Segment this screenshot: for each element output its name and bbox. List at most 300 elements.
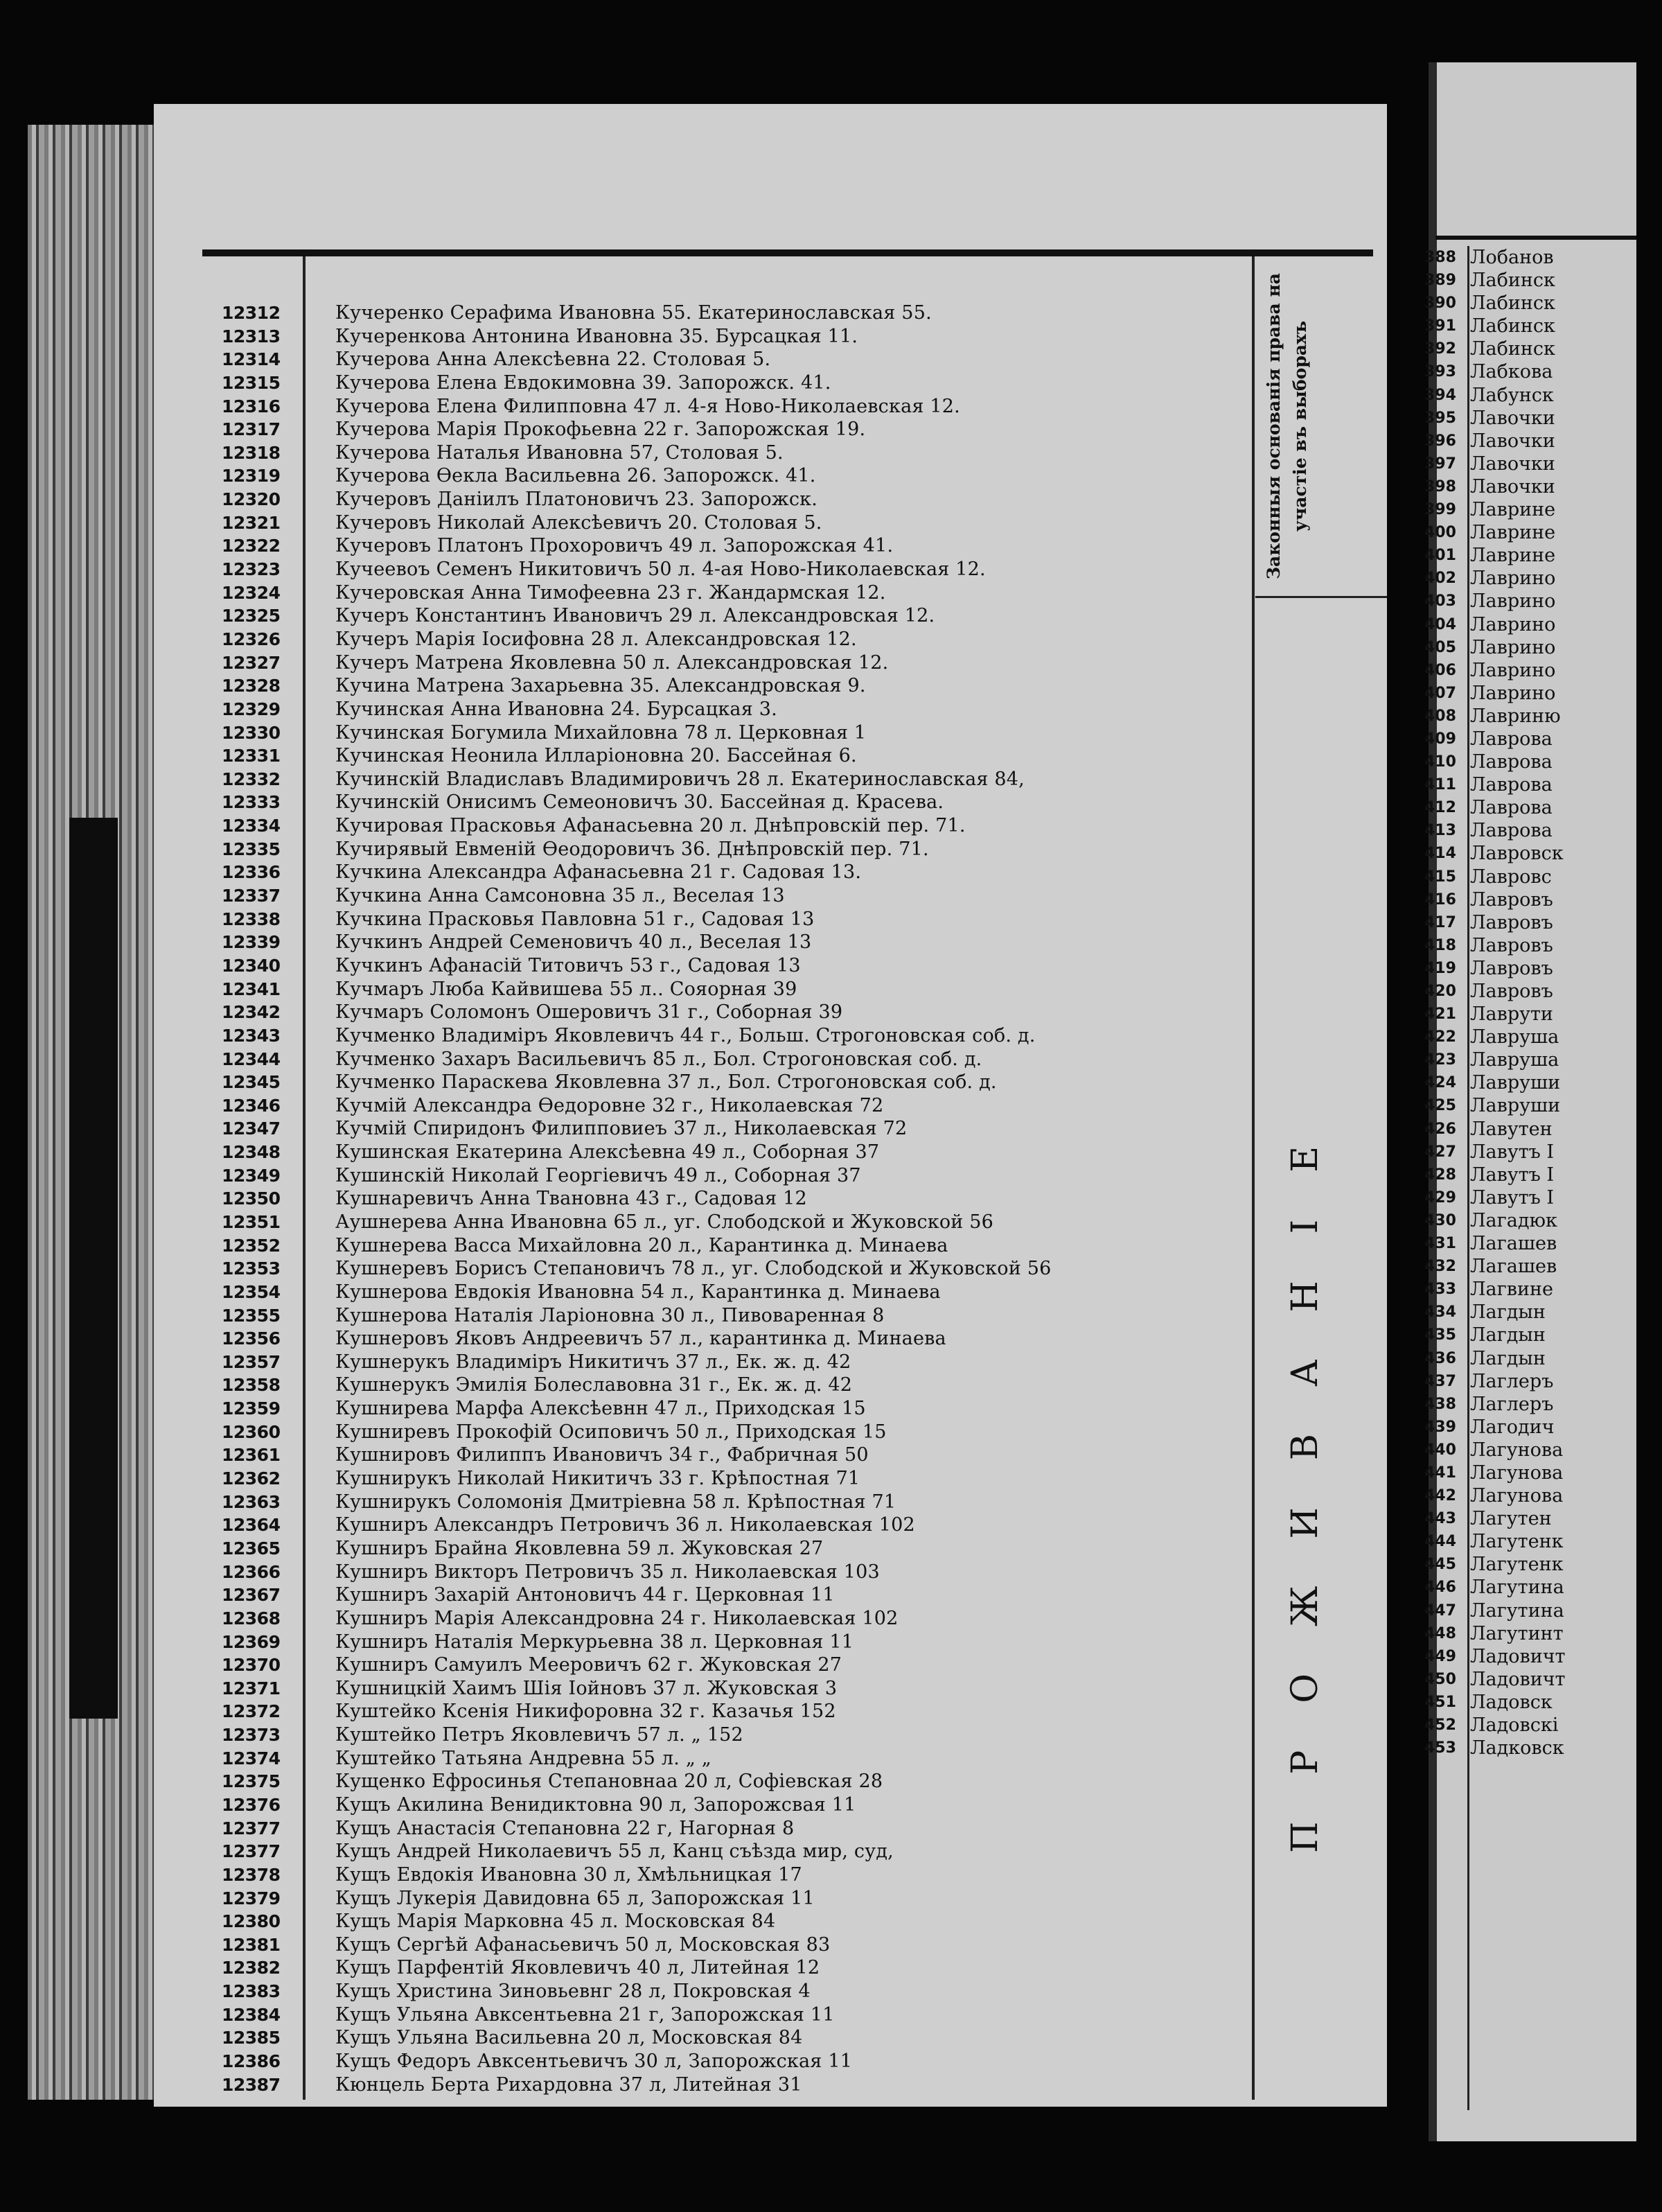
- entry-text: Кущъ Андрей Николаевичъ 55 л, Канц съѣзда мир, суд,: [335, 1841, 894, 1863]
- entry-number: 412: [1424, 799, 1456, 817]
- entry-text: Кучерова Анна Алексѣевна 22. Столовая 5.: [335, 349, 771, 371]
- entry-number: 12338: [222, 909, 281, 929]
- table-row: [154, 1327, 1252, 1351]
- entry-text: Лавровъ: [1470, 934, 1553, 956]
- entry-text: Кушнировъ Филиппъ Ивановичъ 34 г., Фабричная 50: [335, 1444, 869, 1466]
- list-item: [1424, 1118, 1636, 1141]
- entry-number: 12312: [222, 303, 281, 323]
- entry-number: 428: [1424, 1166, 1456, 1184]
- entry-text: Куштейко Петръ Яковлевичъ 57 л. „ 152: [335, 1724, 743, 1746]
- entry-number: 406: [1424, 661, 1456, 679]
- entry-text: Лаглеръ: [1470, 1393, 1554, 1415]
- entry-number: 12373: [222, 1725, 281, 1746]
- entry-number: 12383: [222, 1981, 281, 2002]
- entry-number: 429: [1424, 1188, 1456, 1206]
- entry-text: Лавровъ: [1470, 888, 1553, 911]
- table-row: [154, 2073, 1252, 2097]
- table-row: [154, 301, 1252, 325]
- entry-number: 448: [1424, 1624, 1456, 1642]
- table-row: [154, 1537, 1252, 1561]
- entry-text: Лагутина: [1470, 1599, 1564, 1622]
- entry-number: 12376: [222, 1795, 281, 1815]
- entry-text: Кущъ Сергѣй Афанасьевичъ 50 л, Московская 83: [335, 1933, 831, 1956]
- entry-text: Лаврова: [1470, 751, 1553, 773]
- table-row: [154, 1491, 1252, 1514]
- entry-text: Кучировая Прасковья Афанасьевна 20 л. Днѣпровскій пер. 71.: [335, 815, 966, 837]
- table-row: [154, 1887, 1252, 1911]
- entry-text: Кушнерова Наталія Ларіоновна 30 л., Пивоваренная 8: [335, 1304, 885, 1326]
- entry-text: Кучерова Елена Филипповна 47 л. 4-я Ново-Николаевская 12.: [335, 395, 960, 417]
- entry-number: 12377: [222, 1818, 281, 1838]
- table-row: [154, 1211, 1252, 1234]
- list-item: [1424, 384, 1636, 407]
- table-row: [154, 1001, 1252, 1024]
- entry-text: Лабинск: [1470, 270, 1555, 292]
- entry-text: Лагашев: [1470, 1256, 1557, 1278]
- entry-number: 417: [1424, 913, 1456, 931]
- table-row: [154, 978, 1252, 1001]
- entry-number: 12381: [222, 1934, 281, 1955]
- entry-number: 12350: [222, 1188, 281, 1209]
- entry-number: 396: [1424, 432, 1456, 450]
- entry-text: Кушнерукъ Эмилія Болеславовна 31 г., Ек. ж. д. 42: [335, 1374, 853, 1396]
- list-item: [1424, 475, 1636, 498]
- entry-number: 12364: [222, 1515, 281, 1536]
- entry-text: Лаврино: [1470, 613, 1556, 635]
- entry-text: Лавровъ: [1470, 911, 1553, 933]
- entry-number: 12346: [222, 1095, 281, 1116]
- table-row: [154, 1187, 1252, 1211]
- vertical-word: ПРОЖИВАНІЕ: [1284, 1098, 1326, 1854]
- entry-text: Кушниръ Захарій Антоновичъ 44 г. Церковная 11: [335, 1584, 835, 1606]
- table-row: [154, 954, 1252, 978]
- entry-text: Кучкина Прасковья Павловна 51 г., Садовая 13: [335, 908, 815, 930]
- entry-number: 12336: [222, 862, 281, 883]
- table-row: [154, 884, 1252, 908]
- entry-text: Кушниръ Викторъ Петровичъ 35 л. Николаевская 103: [335, 1561, 880, 1583]
- entry-text: Лавруша: [1470, 1049, 1559, 1071]
- entry-text: Кучмій Спиридонъ Филипповиеъ 37 л., Николаевская 72: [335, 1118, 908, 1140]
- entry-text: Ладовичт: [1470, 1645, 1566, 1667]
- entry-number: 12369: [222, 1631, 281, 1652]
- entry-number: 423: [1424, 1051, 1456, 1069]
- entry-number: 436: [1424, 1349, 1456, 1367]
- table-row: [154, 1373, 1252, 1397]
- list-item: [1424, 1737, 1636, 1759]
- entry-text: Лобанов: [1470, 247, 1554, 268]
- column-heading: Законныя основанія права на участіе въ выборахъ: [1264, 273, 1310, 579]
- entry-text: Аушнерева Анна Ивановна 65 л., уг. Слободской и Жуковской 56: [335, 1211, 994, 1233]
- entry-text: Лагодич: [1470, 1416, 1555, 1438]
- entry-text: Лавринe: [1470, 499, 1556, 521]
- entry-text: Лаврова: [1470, 774, 1553, 796]
- entry-number: 12380: [222, 1911, 281, 1932]
- entry-text: Кучеренкова Антонина Ивановна 35. Бурсацкая 11.: [335, 325, 858, 347]
- entry-text: Лагдын: [1470, 1324, 1546, 1346]
- entry-number: 12337: [222, 886, 281, 906]
- entry-text: Кучеровская Анна Тимофеевна 23 г. Жандармская 12.: [335, 581, 886, 604]
- entry-number: 451: [1424, 1693, 1456, 1711]
- entry-number: 12361: [222, 1445, 281, 1466]
- entry-text: Кучерова Марія Прокофьевна 22 г. Запорожская 19.: [335, 419, 866, 441]
- entry-number: 430: [1424, 1211, 1456, 1229]
- table-row: [154, 418, 1252, 441]
- entry-number: 427: [1424, 1143, 1456, 1161]
- entry-number: 419: [1424, 959, 1456, 977]
- entry-text: Кучирявый Евменій Өеодоровичъ 36. Днѣпровскій пер. 71.: [335, 838, 929, 860]
- list-item: [1424, 980, 1636, 1003]
- entry-text: Лагвине: [1470, 1279, 1553, 1301]
- table-row: [154, 1700, 1252, 1723]
- entry-number: 401: [1424, 547, 1456, 565]
- table-row: [154, 1234, 1252, 1258]
- entry-number: 12377: [222, 1841, 281, 1862]
- entry-text: Кучмаръ Люба Кайвишева 55 л.. Сояорная 39: [335, 978, 797, 1000]
- entry-number: 407: [1424, 684, 1456, 702]
- entry-number: 12365: [222, 1538, 281, 1559]
- table-row: [154, 1048, 1252, 1071]
- table-row: [154, 1677, 1252, 1701]
- entry-number: 12370: [222, 1655, 281, 1676]
- list-item: [1424, 888, 1636, 911]
- table-row: [154, 1840, 1252, 1863]
- entry-number: 12387: [222, 2074, 281, 2095]
- entry-number: 446: [1424, 1579, 1456, 1597]
- table-row: [154, 1770, 1252, 1793]
- entry-number: 12356: [222, 1328, 281, 1349]
- entry-text: Лагутина: [1470, 1577, 1564, 1599]
- entry-text: Кущъ Акилина Венидиктовна 90 л, Запорожсвая 11: [335, 1794, 856, 1816]
- entry-number: 453: [1424, 1739, 1456, 1757]
- entry-number: 12324: [222, 582, 281, 603]
- entry-number: 12366: [222, 1561, 281, 1582]
- entry-text: Лавутъ І: [1470, 1141, 1555, 1163]
- entry-number: 12335: [222, 839, 281, 859]
- entry-text: Кущъ Христина Зиновьевнг 28 л, Покровская 4: [335, 1981, 811, 2003]
- entry-text: Кучерова Наталья Ивановна 57, Столовая 5.: [335, 441, 784, 464]
- entry-number: 12360: [222, 1421, 281, 1442]
- entry-text: Лагадюк: [1470, 1209, 1557, 1231]
- list-item: [1424, 1255, 1636, 1278]
- entry-number: 408: [1424, 707, 1456, 725]
- entry-number: 12384: [222, 2004, 281, 2025]
- table-row: [154, 791, 1252, 814]
- entry-text: Куштейко Ксенія Никифоровна 32 г. Казачья 152: [335, 1701, 836, 1723]
- entry-number: 12348: [222, 1142, 281, 1163]
- entry-text: Кучеровъ Даніилъ Платоновичъ 23. Запорожск.: [335, 489, 817, 511]
- list-item: [1424, 1370, 1636, 1393]
- list-item: [1424, 1278, 1636, 1301]
- list-item: [1424, 269, 1636, 292]
- table-row: [154, 1956, 1252, 1980]
- entry-text: Лагдын: [1470, 1301, 1546, 1324]
- entry-text: Кущенко Ефросинья Степановнаа 20 л, Софіевская 28: [335, 1771, 883, 1793]
- entry-number: 425: [1424, 1097, 1456, 1115]
- entry-text: Куштейко Татьяна Андревна 55 л. „ „: [335, 1747, 711, 1769]
- entry-text: Лагашев: [1470, 1233, 1557, 1255]
- list-item: [1424, 1691, 1636, 1714]
- list-item: [1424, 1071, 1636, 1094]
- entry-text: Кучинская Неонила Илларіоновна 20. Бассейная 6.: [335, 745, 857, 767]
- entry-text: Лабунск: [1470, 384, 1554, 406]
- list-item: [1424, 911, 1636, 934]
- entry-text: Лавриню: [1470, 705, 1561, 727]
- entry-number: 12329: [222, 699, 281, 719]
- entry-number: 439: [1424, 1418, 1456, 1436]
- list-item: [1424, 1484, 1636, 1507]
- list-item: [1424, 498, 1636, 521]
- entry-number: 452: [1424, 1717, 1456, 1734]
- list-item: [1424, 773, 1636, 796]
- entry-text: Лавруши: [1470, 1095, 1561, 1117]
- entry-text: Лагутинт: [1470, 1622, 1564, 1644]
- list-item: [1424, 1232, 1636, 1255]
- entry-number: 12315: [222, 372, 281, 393]
- entry-text: Кучменко Параскева Яковлевна 37 л., Бол. Строгоновская соб. д.: [335, 1071, 997, 1094]
- entry-number: 388: [1424, 249, 1456, 266]
- entry-number: 12332: [222, 769, 281, 789]
- entry-text: Лаврова: [1470, 728, 1553, 750]
- entry-text: Лагутенк: [1470, 1554, 1564, 1576]
- table-row: [154, 1747, 1252, 1771]
- entry-text: Кущъ Парфентій Яковлевичъ 40 л, Литейная 12: [335, 1957, 820, 1979]
- entry-text: Кушнерева Васса Михайловна 20 л., Карантинка д. Минаева: [335, 1234, 948, 1256]
- entry-number: 12375: [222, 1771, 281, 1792]
- entry-text: Лавровъ: [1470, 981, 1553, 1002]
- entry-text: Кучкина Александра Афанасьевна 21 г. Садовая 13.: [335, 861, 862, 884]
- list-item: [1424, 1026, 1636, 1048]
- list-item: [1424, 544, 1636, 567]
- entry-text: Кущъ Лукерія Давидовна 65 л, Запорожская 11: [335, 1887, 815, 1909]
- entry-number: 12334: [222, 816, 281, 836]
- entry-number: 12342: [222, 1002, 281, 1023]
- table-row: [154, 838, 1252, 861]
- entry-text: Кущъ Евдокія Ивановна 30 л, Хмѣльницкая 17: [335, 1863, 802, 1886]
- entry-number: 431: [1424, 1235, 1456, 1253]
- list-item: [1424, 1576, 1636, 1599]
- entry-number: 12368: [222, 1608, 281, 1629]
- table-row: [154, 604, 1252, 628]
- list-item: [1424, 1416, 1636, 1439]
- table-row: [154, 1071, 1252, 1094]
- entry-number: 12357: [222, 1351, 281, 1372]
- next-page-strip: [1424, 62, 1636, 2141]
- left-page-edge: [28, 125, 159, 2100]
- list-item: [1424, 521, 1636, 544]
- entry-text: Лагутенк: [1470, 1531, 1564, 1553]
- list-item: [1424, 819, 1636, 842]
- entry-text: Кущъ Федоръ Авксентьевичъ 30 л, Запорожская 11: [335, 2051, 853, 2073]
- table-row: [154, 1117, 1252, 1141]
- entry-number: 389: [1424, 272, 1456, 290]
- entry-number: 391: [1424, 317, 1456, 335]
- entry-number: 12314: [222, 349, 281, 370]
- list-item: [1424, 934, 1636, 957]
- entry-text: Кучеръ Константинъ Ивановичъ 29 л. Александровская 12.: [335, 605, 935, 627]
- list-item: [1424, 750, 1636, 773]
- table-row: [154, 1281, 1252, 1304]
- table-row: [154, 1257, 1252, 1281]
- list-item: [1424, 1507, 1636, 1530]
- list-item: [1424, 430, 1636, 453]
- next-page-entry-list: [1424, 246, 1636, 1759]
- entry-number: 392: [1424, 340, 1456, 358]
- entry-text: Кучменко Владиміръ Яковлевичъ 44 г., Больш. Строгоновская соб. д.: [335, 1024, 1036, 1046]
- entry-number: 442: [1424, 1487, 1456, 1505]
- entry-text: Лабинск: [1470, 338, 1555, 360]
- entry-number: 12331: [222, 746, 281, 766]
- table-row: [154, 908, 1252, 931]
- entry-text: Кучинскій Онисимъ Семеоновичъ 30. Бассейная д. Красева.: [335, 791, 944, 814]
- next-page-top-rule: [1435, 236, 1636, 240]
- entry-text: Лагунова: [1470, 1439, 1564, 1461]
- list-item: [1424, 1599, 1636, 1622]
- entry-number: 414: [1424, 845, 1456, 863]
- entry-text: Лабкова: [1470, 361, 1553, 383]
- entry-number: 12358: [222, 1375, 281, 1396]
- entry-number: 443: [1424, 1510, 1456, 1528]
- entry-number: 12372: [222, 1701, 281, 1722]
- table-row: [154, 558, 1252, 581]
- entry-number: 12382: [222, 1958, 281, 1978]
- entry-number: 12320: [222, 489, 281, 510]
- entry-text: Лагдын: [1470, 1347, 1546, 1369]
- entry-number: 403: [1424, 592, 1456, 611]
- list-item: [1424, 1094, 1636, 1117]
- entry-text: Лагунова: [1470, 1462, 1564, 1484]
- list-item: [1424, 590, 1636, 613]
- table-row: [154, 534, 1252, 558]
- list-item: [1424, 659, 1636, 682]
- list-item: [1424, 246, 1636, 269]
- table-row: [154, 2050, 1252, 2073]
- table-row: [154, 395, 1252, 419]
- entry-text: Лаврова: [1470, 797, 1553, 819]
- table-row: [154, 464, 1252, 488]
- table-row: [154, 1631, 1252, 1654]
- list-item: [1424, 1530, 1636, 1553]
- entry-number: 12316: [222, 396, 281, 416]
- entry-number: 12386: [222, 2051, 281, 2072]
- entry-number: 12345: [222, 1072, 281, 1093]
- table-row: [154, 1443, 1252, 1467]
- entry-text: Лаврино: [1470, 636, 1556, 658]
- table-row: [154, 651, 1252, 675]
- list-item: [1424, 1668, 1636, 1691]
- list-item: [1424, 1048, 1636, 1071]
- entry-text: Кучмій Александра Өедоровне 32 г., Николаевская 72: [335, 1094, 884, 1116]
- entry-list: [154, 301, 1252, 2096]
- table-row: [154, 1094, 1252, 1118]
- entry-number: 434: [1424, 1304, 1456, 1322]
- entry-text: Кушниръ Марія Александровна 24 г. Николаевская 102: [335, 1607, 899, 1629]
- entry-text: Лавринe: [1470, 545, 1556, 567]
- entry-text: Кушнирева Марфа Алексѣевнн 47 л., Приходская 15: [335, 1398, 866, 1420]
- entry-text: Лавровс: [1470, 866, 1552, 888]
- list-item: [1424, 1393, 1636, 1416]
- entry-number: 447: [1424, 1601, 1456, 1620]
- table-row: [154, 1863, 1252, 1887]
- entry-text: Кушнерова Евдокія Ивановна 54 л., Карантинка д. Минаева: [335, 1281, 941, 1303]
- entry-number: 12339: [222, 932, 281, 953]
- list-item: [1424, 796, 1636, 819]
- table-row: [154, 1607, 1252, 1631]
- table-row: [154, 861, 1252, 884]
- table-row: [154, 1164, 1252, 1188]
- entry-number: 12379: [222, 1888, 281, 1908]
- entry-number: 12319: [222, 466, 281, 486]
- list-item: [1424, 705, 1636, 728]
- entry-text: Кюнцель Берта Рихардовна 37 л, Литейная 31: [335, 2073, 802, 2096]
- table-row: [154, 511, 1252, 535]
- entry-number: 12353: [222, 1258, 281, 1279]
- list-item: [1424, 613, 1636, 636]
- list-item: [1424, 842, 1636, 865]
- entry-number: 12355: [222, 1305, 281, 1326]
- table-row: [154, 1397, 1252, 1421]
- entry-text: Ладовскі: [1470, 1714, 1559, 1736]
- list-item: [1424, 337, 1636, 360]
- entry-number: 416: [1424, 890, 1456, 909]
- entry-number: 12359: [222, 1398, 281, 1419]
- table-row: [154, 1421, 1252, 1444]
- entry-number: 445: [1424, 1556, 1456, 1574]
- table-row: [154, 721, 1252, 745]
- table-row: [154, 1467, 1252, 1491]
- entry-text: Лавруша: [1470, 1026, 1559, 1048]
- list-item: [1424, 1645, 1636, 1668]
- table-row: [154, 2026, 1252, 2050]
- entry-number: 12385: [222, 2028, 281, 2048]
- entry-text: Ладковск: [1470, 1737, 1564, 1759]
- list-item: [1424, 567, 1636, 590]
- entry-text: Кучинская Анна Ивановна 24. Бурсацкая 3.: [335, 698, 777, 720]
- entry-number: 12347: [222, 1118, 281, 1139]
- entry-number: 12325: [222, 606, 281, 626]
- entry-number: 405: [1424, 638, 1456, 656]
- entry-number: 433: [1424, 1281, 1456, 1299]
- table-row: [154, 441, 1252, 465]
- entry-text: Кучеевоъ Семенъ Никитовичъ 50 л. 4-ая Ново-Николаевская 12.: [335, 559, 986, 581]
- entry-number: 415: [1424, 868, 1456, 886]
- entry-text: Лавочки: [1470, 430, 1555, 452]
- entry-text: Лаврино: [1470, 568, 1556, 590]
- entry-number: 409: [1424, 730, 1456, 748]
- table-row: [154, 1793, 1252, 1817]
- entry-text: Кушнирукъ Соломонія Дмитріевна 58 л. Крѣпостная 71: [335, 1491, 896, 1513]
- entry-text: Кушниръ Брайна Яковлевна 59 л. Жуковская 27: [335, 1537, 824, 1559]
- entry-text: Кучинская Богумила Михайловна 78 л. Церковная 1: [335, 721, 867, 744]
- entry-number: 12326: [222, 629, 281, 649]
- entry-number: 449: [1424, 1647, 1456, 1665]
- entry-number: 12327: [222, 652, 281, 673]
- entry-number: 12328: [222, 676, 281, 696]
- list-item: [1424, 866, 1636, 888]
- table-row: [154, 814, 1252, 838]
- entry-text: Лабинск: [1470, 292, 1555, 315]
- entry-number: 432: [1424, 1258, 1456, 1276]
- entry-text: Кушинскій Николай Георгіевичъ 49 л., Соборная 37: [335, 1164, 861, 1186]
- entry-number: 393: [1424, 363, 1456, 381]
- entry-number: 394: [1424, 386, 1456, 404]
- list-item: [1424, 1714, 1636, 1737]
- list-item: [1424, 1324, 1636, 1346]
- table-row: [154, 1513, 1252, 1537]
- list-item: [1424, 1186, 1636, 1209]
- list-item: [1424, 1622, 1636, 1645]
- entry-text: Лавровск: [1470, 843, 1564, 865]
- entry-text: Кучкинъ Афанасій Титовичъ 53 г., Садовая 13: [335, 954, 801, 976]
